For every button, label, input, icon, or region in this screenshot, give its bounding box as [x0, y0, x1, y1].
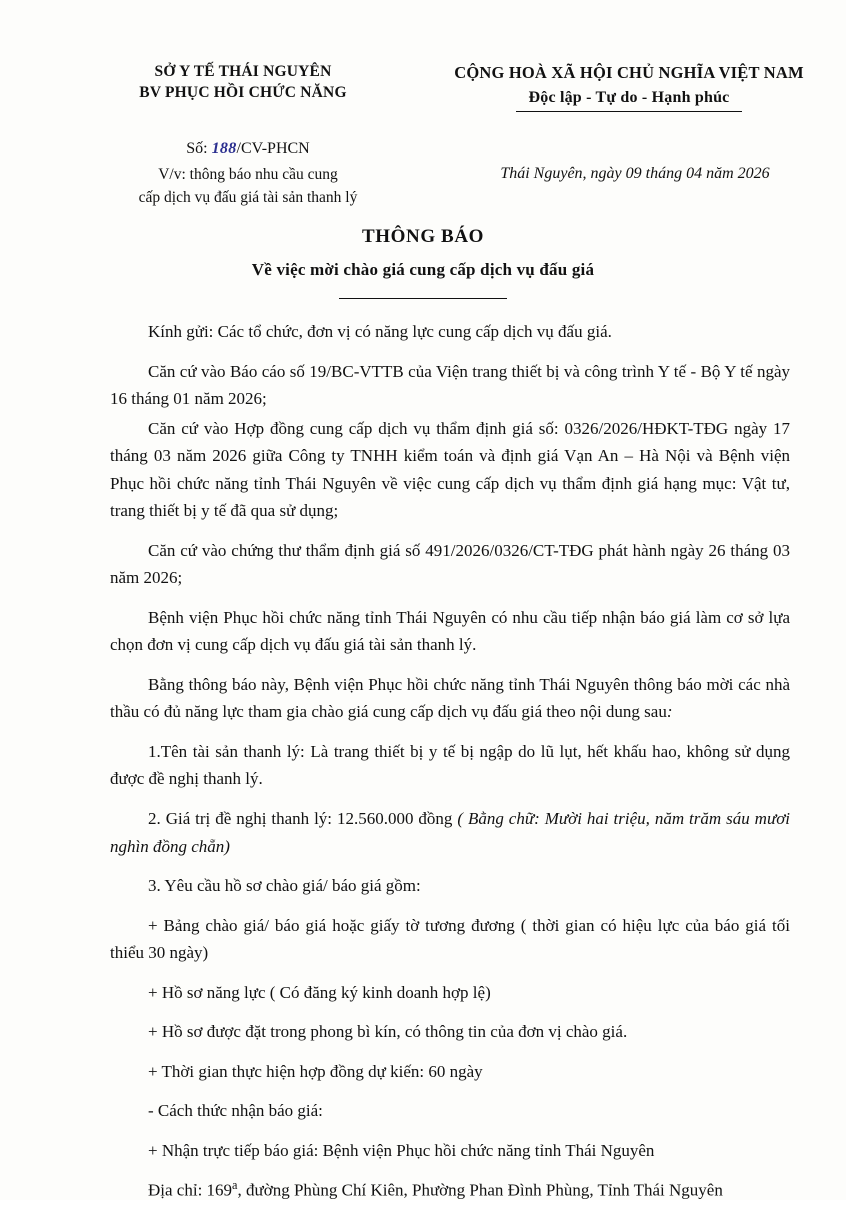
- title-block: [0, 226, 846, 299]
- legal-basis-2: Căn cứ vào Hợp đồng cung cấp dịch vụ thẩm định giá số: 0326/2026/HĐKT-TĐG ngày 17 tháng 03 năm 2026 giữa Công ty TNHH kiểm toán và định giá Vạn An – Hà Nội và Bệnh viện Phục hồi chức năng tỉnh Thái Nguyên về việc cung cấp dịch vụ thẩm định giá hạng mục: Vật tư, trang thiết bị y tế đã qua sử dụng;: [110, 418, 790, 521]
- document-header: [0, 62, 846, 112]
- issuing-organization: [78, 62, 408, 104]
- national-heading: [412, 62, 846, 112]
- bullet-sealed-envelope: + Hồ sơ được đặt trong phong bì kín, có thông tin của đơn vị chào giá.: [148, 1022, 628, 1042]
- hospital-name: BV PHỤC HỒI CHỨC NĂNG: [139, 83, 347, 101]
- recipient-line: Kính gửi: Các tổ chức, đơn vị có năng lực cung cấp dịch vụ đấu giá.: [148, 322, 612, 341]
- paragraph-invitation-text: Bằng thông báo này, Bệnh viện Phục hồi chức năng tỉnh Thái Nguyên thông báo mời các nhà thầu có đủ năng lực tham gia chào giá cung cấp dịch vụ đấu giá theo nội dung sau: [110, 674, 790, 722]
- address-rest: , đường Phùng Chí Kiên, Phường Phan Đình Phùng, Tỉnh Thái Nguyên: [237, 1180, 723, 1200]
- document-number-label: Số:: [186, 140, 208, 157]
- document-number-suffix: /CV-PHCN: [236, 140, 310, 157]
- item-liquidation-value: [110, 805, 790, 860]
- address-line: [110, 1176, 790, 1204]
- document-body: [110, 318, 790, 1206]
- bullet-direct-receipt: + Nhận trực tiếp báo giá: Bệnh viện Phục hồi chức năng tỉnh Thái Nguyên: [148, 1140, 655, 1160]
- item-liquidation-value-words: ( Bằng chữ: Mười hai triệu, năm trăm sáu mươi nghìn đồng chẵn): [110, 808, 791, 856]
- paragraph-invitation: [110, 671, 790, 726]
- legal-basis-1: Căn cứ vào Báo cáo số 19/BC-VTTB của Viện trang thiết bị và công trình Y tế - Bộ Y tế ngày 16 tháng 01 năm 2026;: [110, 361, 790, 409]
- address-superscript: a: [232, 1178, 238, 1193]
- document-number: [78, 138, 418, 160]
- legal-basis-3: Căn cứ vào chứng thư thẩm định giá số 491/2026/0326/CT-TĐG phát hành ngày 26 tháng 03 năm 2026;: [110, 540, 790, 588]
- document-number-value: 188: [211, 140, 237, 157]
- country-motto: Độc lập - Tự do - Hạnh phúc: [528, 89, 730, 107]
- document-meta: [78, 138, 418, 209]
- bullet-capacity-dossier: + Hồ sơ năng lực ( Có đăng ký kinh doanh hợp lệ): [148, 982, 491, 1002]
- paragraph-need: Bệnh viện Phục hồi chức năng tỉnh Thái Nguyên có nhu cầu tiếp nhận báo giá làm cơ sở lựa chọn đơn vị cung cấp dịch vụ đấu giá tài sản thanh lý.: [110, 607, 790, 655]
- document-subtitle: Về việc mời chào giá cung cấp dịch vụ đấu giá: [251, 260, 595, 279]
- item-dossier-requirements: 3. Yêu cầu hồ sơ chào giá/ báo giá gồm:: [148, 876, 421, 896]
- bullet-quotation-form: + Bảng chào giá/ báo giá hoặc giấy tờ tương đương ( thời gian có hiệu lực của báo giá tối thiểu 30 ngày): [110, 915, 790, 963]
- motto-underline: [516, 111, 742, 112]
- country-name: CỘNG HOÀ XÃ HỘI CHỦ NGHĨA VIỆT NAM: [454, 63, 804, 82]
- document-title: THÔNG BÁO: [361, 226, 485, 247]
- bullet-receiving-method: - Cách thức nhận báo giá:: [148, 1101, 323, 1121]
- place-and-date: Thái Nguyên, ngày 09 tháng 04 năm 2026: [500, 165, 770, 182]
- item-asset-name: 1.Tên tài sản thanh lý: Là trang thiết bị y tế bị ngập do lũ lụt, hết khấu hao, không sử dụng được đề nghị thanh lý.: [110, 741, 790, 789]
- department-name: SỞ Y TẾ THÁI NGUYÊN: [154, 63, 332, 80]
- item-liquidation-value-text: 2. Giá trị đề nghị thanh lý: 12.560.000 đồng: [148, 808, 458, 828]
- document-subject-line1: V/v: thông báo nhu cầu cung: [158, 166, 338, 184]
- title-divider: [339, 298, 507, 299]
- bullet-contract-duration: + Thời gian thực hiện hợp đồng dự kiến: 60 ngày: [148, 1061, 483, 1081]
- document-subject-line2: cấp dịch vụ đấu giá tài sản thanh lý: [138, 188, 358, 206]
- paragraph-invitation-colon: :: [666, 702, 673, 722]
- document-subject: [78, 164, 418, 209]
- address-prefix: Địa chỉ: 169: [148, 1180, 233, 1200]
